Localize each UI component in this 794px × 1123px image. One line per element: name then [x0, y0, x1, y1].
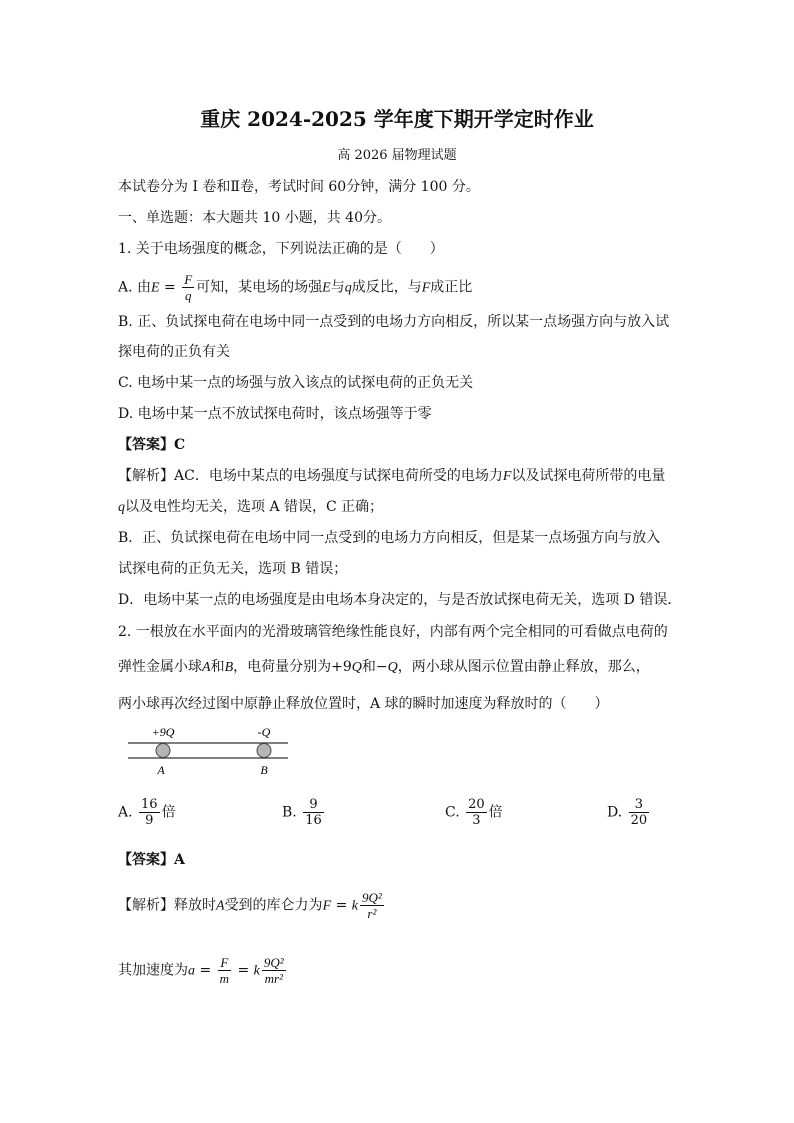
q1-option-b-line2: 探电荷的正负有关 — [118, 344, 230, 360]
q2-answer: 【答案】A — [118, 852, 185, 868]
page-title: 重庆 2024-2025 学年度下期开学定时作业 — [200, 107, 594, 131]
q2-analysis-line2: 其加速度为a = $\frac{F}{m}$ = k $\frac{\text{9Q²}}{\text{mr²}}$ — [118, 955, 284, 986]
sphere-label-b: B — [260, 763, 268, 777]
q1-analysis-line3: B．正、负试探电荷在电场中同一点受到的电场力方向相反，但是某一点场强方向与放入 — [118, 530, 661, 546]
q1-stem: 1. 关于电场强度的概念，下列说法正确的是（ ） — [118, 241, 444, 257]
q2-option-c: C. $\frac{20}{3}$ 倍 — [445, 797, 503, 828]
q1-option-d: D. 电场中某一点不放试探电荷时，该点场强等于零 — [118, 406, 432, 422]
fraction-f-over-q: $\frac{F}{q}$ — [184, 272, 193, 303]
q2-stem-line3: 两小球再次经过图中原静止释放位置时，A 球的瞬时加速度为释放时的（ ） — [118, 696, 609, 712]
q1-option-c: C. 电场中某一点的场强与放入该点的试探电荷的正负无关 — [118, 375, 474, 391]
fraction-coulomb: $\frac{\text{9Q²}}{\text{r²}}$ — [361, 890, 382, 921]
q2-stem-line1: 2. 一根放在水平面内的光滑玻璃管绝缘性能良好，内部有两个完全相同的可看做点电荷的 — [118, 624, 668, 640]
q1-analysis-line2: q以及电性均无关，选项 A 错误，C 正确； — [118, 499, 384, 515]
q2-option-d: D. $\frac{3}{20}$ — [607, 797, 648, 828]
glass-tube-figure — [124, 722, 294, 778]
charge-label-b: -Q — [257, 725, 271, 739]
sphere-a — [156, 744, 170, 758]
sphere-label-a: A — [157, 763, 165, 777]
charge-label-a: +9Q — [151, 725, 175, 739]
sphere-b — [257, 744, 271, 758]
page-subtitle: 高 2026 届物理试题 — [337, 148, 457, 163]
q2-stem-line2: 弹性金属小球A和B，电荷量分别为+9Q和−Q，两小球从图示位置由静止释放，那么， — [118, 659, 650, 675]
q1-answer: 【答案】C — [118, 437, 186, 453]
section-heading: 一、单选题：本大题共 10 小题，共 40分。 — [118, 210, 391, 226]
q2-analysis-line1: 【解析】释放时A受到的库仑力为F = k $\frac{\text{9Q²}}{\text{r²}}$ — [118, 890, 382, 921]
q1-analysis-line4: 试探电荷的正负无关，选项 B 错误； — [118, 561, 348, 577]
q1-analysis-line1: 【解析】AC．电场中某点的电场强度与试探电荷所受的电场力F以及试探电荷所带的电量 — [118, 468, 666, 484]
q2-option-b: B. $\frac{9}{16}$ — [282, 797, 322, 828]
intro-text: 本试卷分为 I 卷和Ⅱ卷，考试时间 60分钟，满分 100 分。 — [118, 179, 480, 195]
q1-option-a: A. 由E = $\frac{F}{q}$ 可知，某电场的场强E与q成反比，与F成正比 — [118, 272, 473, 303]
q2-option-a: A. $\frac{16}{9}$ 倍 — [118, 797, 176, 828]
q1-analysis-line5: D．电场中某一点的电场强度是由电场本身决定的，与是否放试探电荷无关，选项 D 错误． — [118, 592, 682, 608]
q1-option-b-line1: B. 正、负试探电荷在电场中同一点受到的电场力方向相反，所以某一点场强方向与放入试 — [118, 314, 670, 330]
